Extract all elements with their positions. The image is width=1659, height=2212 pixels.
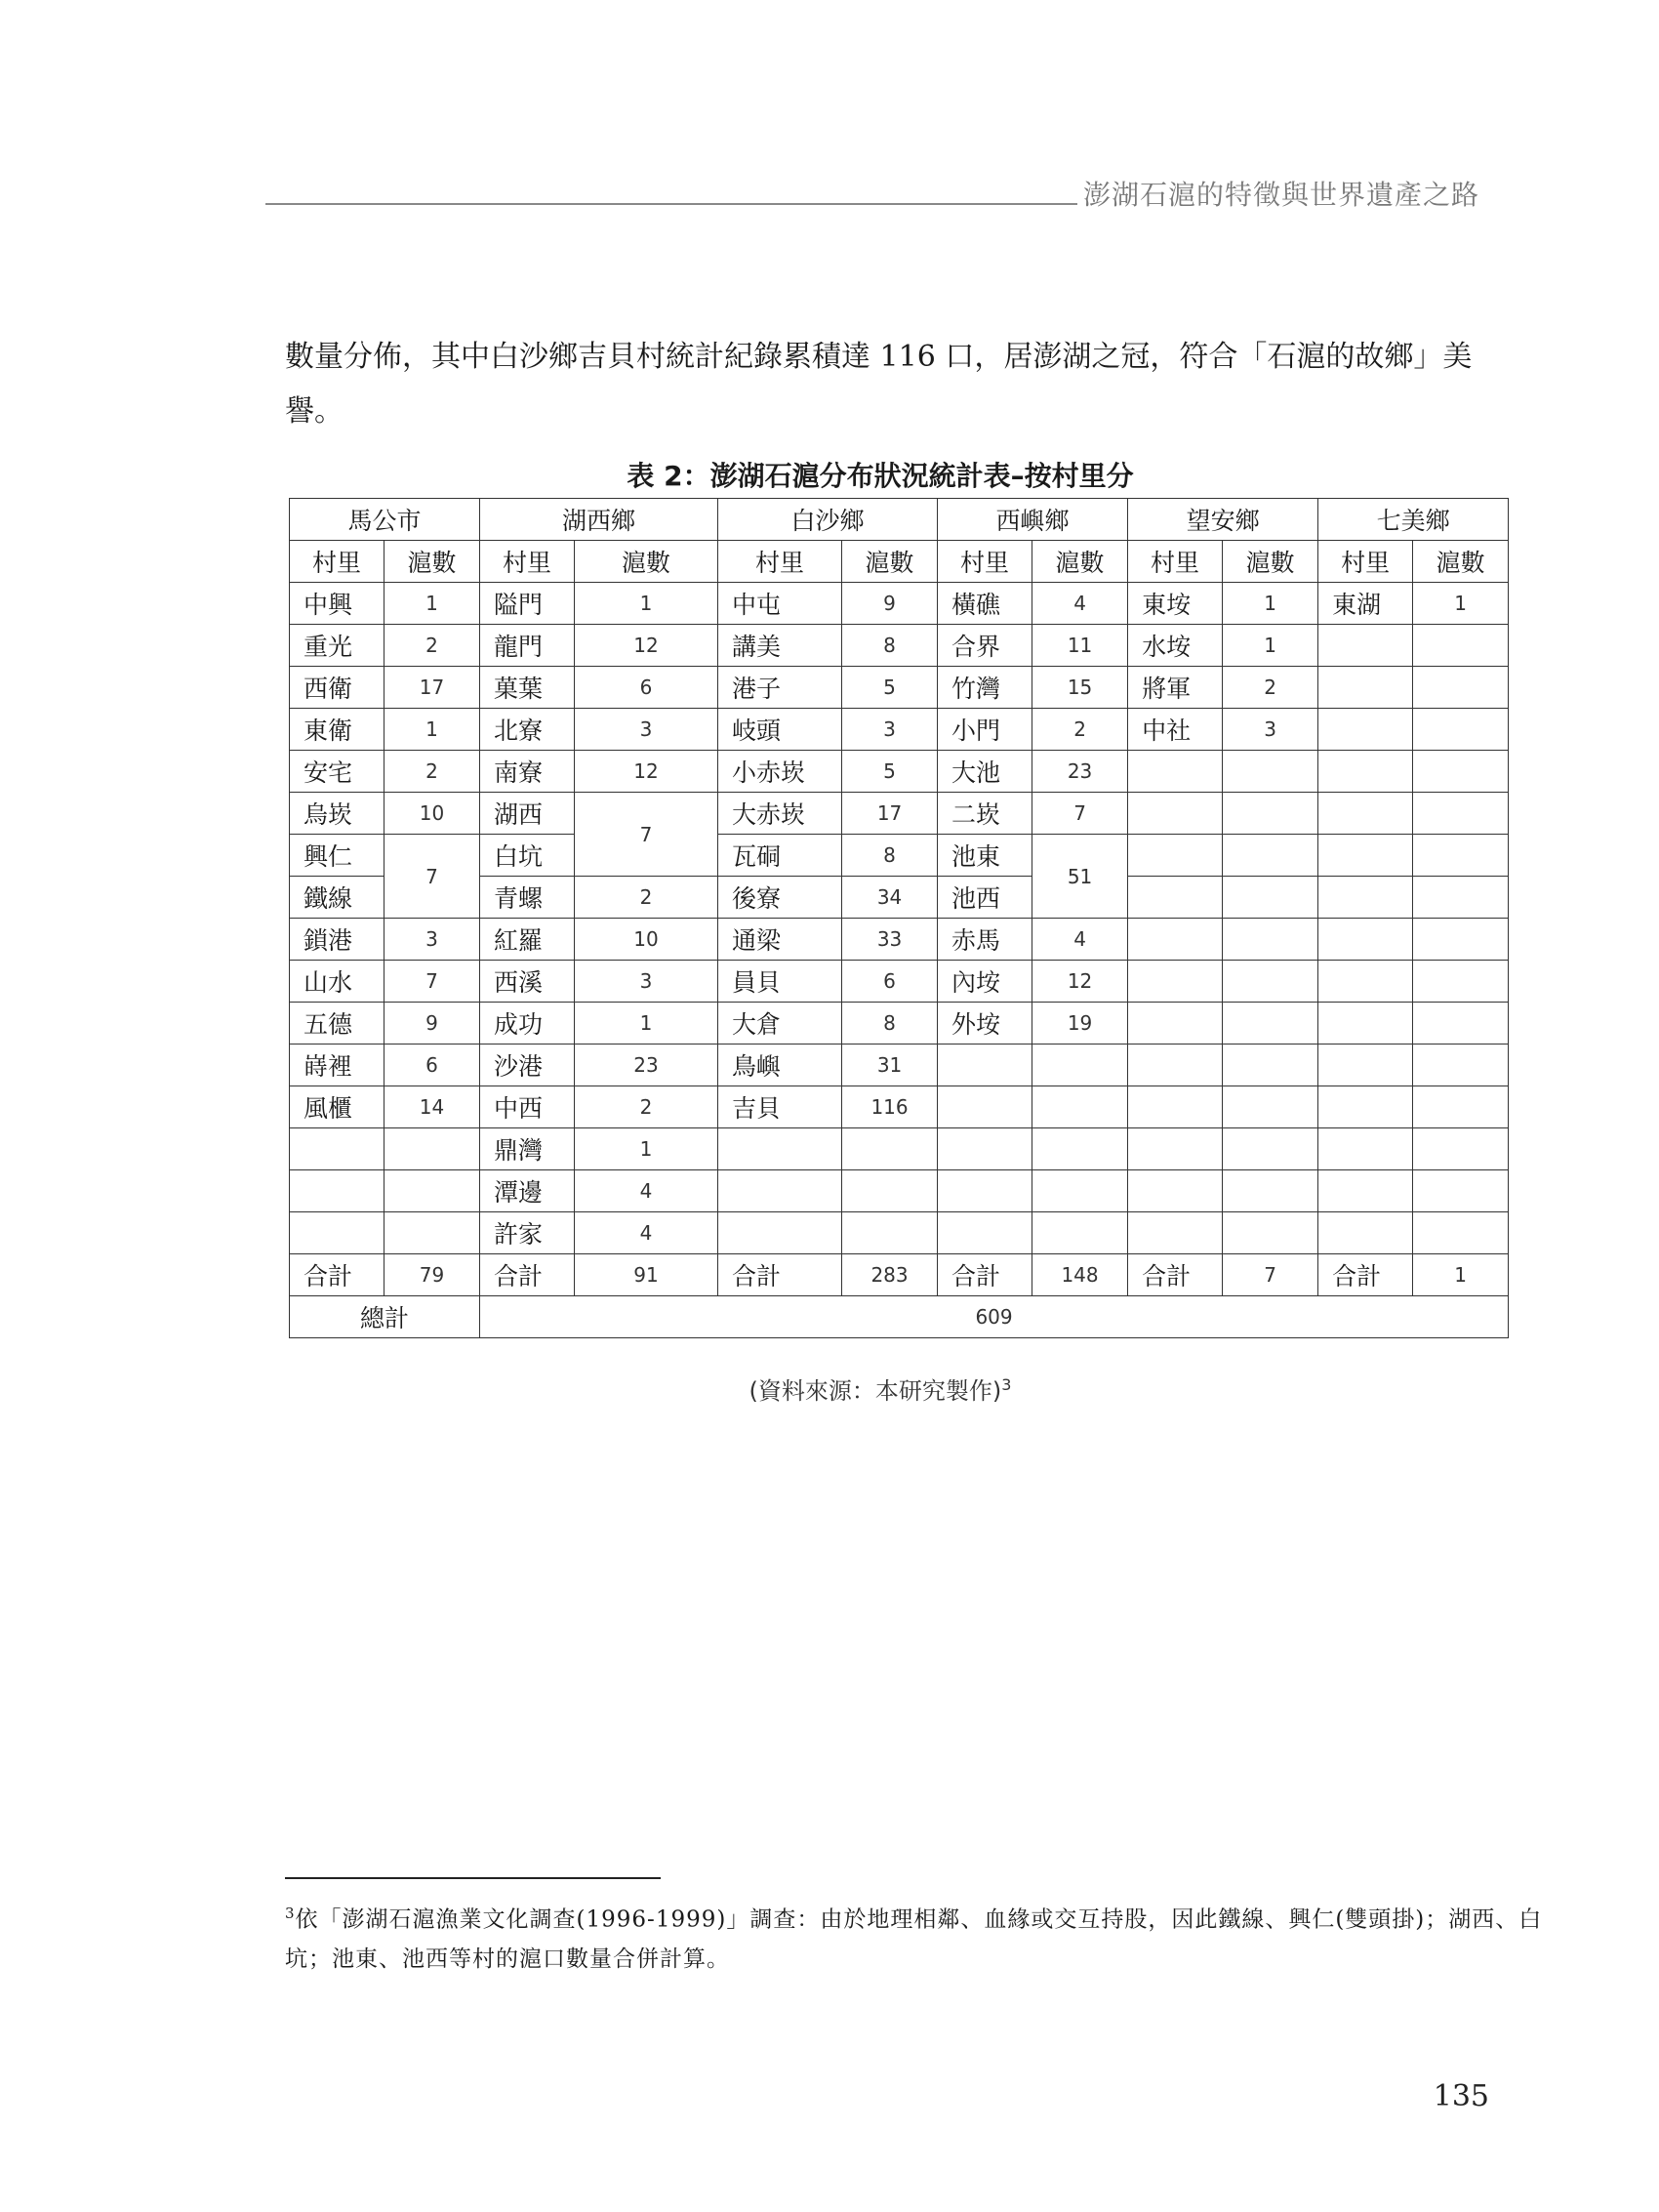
table-row [290,1128,1509,1170]
subtotal-value: 91 [575,1254,718,1296]
count-cell [1413,1212,1509,1254]
village-cell: 烏崁 [290,793,384,835]
village-cell [1128,961,1223,1003]
count-cell: 2 [575,1086,718,1128]
count-cell: 12 [1032,961,1128,1003]
count-cell: 1 [575,1128,718,1170]
village-cell: 水垵 [1128,625,1223,667]
village-cell: 南寮 [480,751,575,793]
subtotal-row [290,1254,1509,1296]
township-header: 望安鄉 [1128,499,1318,541]
count-cell [1413,709,1509,751]
village-cell: 東垵 [1128,583,1223,625]
village-cell [1318,793,1413,835]
village-cell: 池西 [938,877,1032,919]
count-cell: 1 [575,1003,718,1045]
village-col-header: 村里 [290,541,384,583]
village-cell [1318,709,1413,751]
count-cell: 33 [842,919,938,961]
village-cell [1318,667,1413,709]
subtotal-value: 283 [842,1254,938,1296]
count-cell [1223,835,1318,877]
count-cell: 10 [575,919,718,961]
source-note-text: (資料來源：本研究製作) [749,1377,1002,1405]
count-cell [1223,1003,1318,1045]
count-cell [1413,1003,1509,1045]
township-header: 湖西鄉 [480,499,718,541]
village-cell: 大倉 [718,1003,842,1045]
count-cell: 4 [1032,583,1128,625]
village-cell: 隘門 [480,583,575,625]
count-cell [1413,877,1509,919]
count-cell [1413,919,1509,961]
village-cell: 講美 [718,625,842,667]
count-cell: 23 [1032,751,1128,793]
village-cell: 赤馬 [938,919,1032,961]
village-cell: 吉貝 [718,1086,842,1128]
village-stats-table [289,498,1509,1338]
village-cell [1318,961,1413,1003]
count-cell: 2 [384,625,480,667]
running-head: 澎湖石滬的特徵與世界遺產之路 [1083,179,1480,211]
village-cell: 嵵裡 [290,1045,384,1086]
count-cell [1223,919,1318,961]
count-cell [1032,1045,1128,1086]
footnote-text: 依「澎湖石滬漁業文化調查(1996-1999)」調查：由於地理相鄰、血緣或交互持股，因此鐵線、興仁(雙頭掛)；湖西、白坑；池東、池西等村的滬口數量合併計算。 [285,1906,1543,1972]
village-cell [938,1086,1032,1128]
footnote [285,1894,1544,1979]
count-cell [1223,1086,1318,1128]
count-cell [1223,793,1318,835]
count-cell: 3 [1223,709,1318,751]
village-cell: 橫礁 [938,583,1032,625]
village-cell: 中社 [1128,709,1223,751]
village-cell: 將軍 [1128,667,1223,709]
count-cell: 9 [384,1003,480,1045]
count-cell: 5 [842,667,938,709]
count-cell [1223,961,1318,1003]
subtotal-value: 79 [384,1254,480,1296]
township-header: 西嶼鄉 [938,499,1128,541]
count-cell [384,1128,480,1170]
village-cell: 竹灣 [938,667,1032,709]
village-cell [290,1128,384,1170]
village-cell [1128,877,1223,919]
count-cell [1413,1086,1509,1128]
village-cell [938,1045,1032,1086]
count-col-header: 滬數 [1032,541,1128,583]
page-number: 135 [1433,2079,1489,2113]
count-cell: 4 [575,1170,718,1212]
village-cell: 員貝 [718,961,842,1003]
count-cell: 31 [842,1045,938,1086]
count-cell [1413,625,1509,667]
village-cell: 白坑 [480,835,575,877]
village-cell [1128,1003,1223,1045]
count-cell: 1 [1223,625,1318,667]
count-cell [1223,1128,1318,1170]
village-cell [1318,1170,1413,1212]
village-col-header: 村里 [718,541,842,583]
table-row [290,667,1509,709]
village-cell: 小門 [938,709,1032,751]
header-rule [265,203,1077,205]
count-cell [842,1128,938,1170]
village-cell [1318,835,1413,877]
village-cell [290,1170,384,1212]
count-cell: 6 [384,1045,480,1086]
village-cell: 東衛 [290,709,384,751]
village-cell [1128,835,1223,877]
village-cell [1318,1212,1413,1254]
village-cell: 山水 [290,961,384,1003]
count-col-header: 滬數 [384,541,480,583]
column-header-row [290,541,1509,583]
village-cell: 中西 [480,1086,575,1128]
count-cell [1032,1086,1128,1128]
village-cell: 沙港 [480,1045,575,1086]
village-cell [1318,1045,1413,1086]
village-cell: 西溪 [480,961,575,1003]
village-cell [1128,793,1223,835]
count-cell: 10 [384,793,480,835]
village-cell: 潭邊 [480,1170,575,1212]
village-cell: 港子 [718,667,842,709]
count-cell: 17 [384,667,480,709]
count-cell [1223,1045,1318,1086]
village-cell: 北寮 [480,709,575,751]
count-cell: 6 [842,961,938,1003]
count-cell: 7 [384,961,480,1003]
count-cell: 9 [842,583,938,625]
village-cell: 鐵線 [290,877,384,919]
village-cell [938,1212,1032,1254]
subtotal-value: 1 [1413,1254,1509,1296]
village-cell [1318,1086,1413,1128]
village-cell: 重光 [290,625,384,667]
village-cell [1318,625,1413,667]
count-cell: 2 [575,877,718,919]
table-row [290,625,1509,667]
count-col-header: 滬數 [1413,541,1509,583]
subtotal-label: 合計 [480,1254,575,1296]
count-cell [1413,667,1509,709]
village-cell: 岐頭 [718,709,842,751]
count-cell: 5 [842,751,938,793]
village-cell: 湖西 [480,793,575,835]
count-cell: 12 [575,751,718,793]
count-cell: 2 [1223,667,1318,709]
village-col-header: 村里 [938,541,1032,583]
count-cell: 1 [1223,583,1318,625]
table-row [290,793,1509,835]
village-cell [1318,919,1413,961]
village-cell [1318,751,1413,793]
village-cell [1318,1128,1413,1170]
count-cell: 1 [1413,583,1509,625]
count-cell [1223,1170,1318,1212]
grand-total-row [290,1296,1509,1338]
village-cell: 通梁 [718,919,842,961]
village-cell [1318,877,1413,919]
village-cell: 龍門 [480,625,575,667]
subtotal-label: 合計 [1318,1254,1413,1296]
village-cell: 紅羅 [480,919,575,961]
count-cell [1413,793,1509,835]
township-header: 馬公市 [290,499,480,541]
subtotal-label: 合計 [290,1254,384,1296]
count-cell: 15 [1032,667,1128,709]
village-cell [938,1170,1032,1212]
village-cell [1128,1086,1223,1128]
village-cell: 二崁 [938,793,1032,835]
count-cell: 1 [384,583,480,625]
village-cell: 中興 [290,583,384,625]
count-cell [1413,835,1509,877]
table-row [290,1045,1509,1086]
village-cell [1128,1170,1223,1212]
village-cell: 興仁 [290,835,384,877]
table-source-note [265,1372,1495,1406]
count-cell: 3 [842,709,938,751]
table-row [290,1212,1509,1254]
count-cell: 4 [575,1212,718,1254]
count-cell: 12 [575,625,718,667]
village-cell: 外垵 [938,1003,1032,1045]
count-cell [1032,1128,1128,1170]
village-cell: 中屯 [718,583,842,625]
village-cell [938,1128,1032,1170]
count-cell: 1 [575,583,718,625]
village-cell: 瓦硐 [718,835,842,877]
subtotal-value: 7 [1223,1254,1318,1296]
village-cell: 青螺 [480,877,575,919]
count-col-header: 滬數 [575,541,718,583]
count-cell: 34 [842,877,938,919]
count-cell: 7 [1032,793,1128,835]
subtotal-label: 合計 [938,1254,1032,1296]
table-row [290,1003,1509,1045]
village-cell: 風櫃 [290,1086,384,1128]
subtotal-value: 148 [1032,1254,1128,1296]
village-cell: 合界 [938,625,1032,667]
subtotal-label: 合計 [1128,1254,1223,1296]
source-note-ref: 3 [1001,1375,1012,1394]
table-row [290,709,1509,751]
village-cell: 菓葉 [480,667,575,709]
village-cell: 東湖 [1318,583,1413,625]
count-cell: 1 [384,709,480,751]
count-cell [1223,751,1318,793]
village-cell: 鳥嶼 [718,1045,842,1086]
village-col-header: 村里 [1128,541,1223,583]
village-cell [290,1212,384,1254]
village-cell: 安宅 [290,751,384,793]
table-row [290,583,1509,625]
village-cell: 大池 [938,751,1032,793]
count-cell [1223,1212,1318,1254]
count-cell: 2 [1032,709,1128,751]
count-cell: 116 [842,1086,938,1128]
count-cell: 3 [384,919,480,961]
count-cell: 19 [1032,1003,1128,1045]
township-header: 七美鄉 [1318,499,1509,541]
village-cell [718,1128,842,1170]
count-col-header: 滬數 [1223,541,1318,583]
village-cell [718,1212,842,1254]
village-cell: 小赤崁 [718,751,842,793]
body-paragraph: 數量分佈，其中白沙鄉吉貝村統計紀錄累積達 116 口，居澎湖之冠，符合「石滬的故鄉」美譽。 [285,340,1473,429]
count-cell [1413,751,1509,793]
village-col-header: 村里 [480,541,575,583]
count-cell [1032,1212,1128,1254]
count-cell [1413,1170,1509,1212]
count-cell: 14 [384,1086,480,1128]
village-cell [1128,1128,1223,1170]
village-cell: 大赤崁 [718,793,842,835]
count-cell [842,1212,938,1254]
table-row [290,961,1509,1003]
count-cell: 8 [842,1003,938,1045]
count-cell [384,1170,480,1212]
village-cell: 內垵 [938,961,1032,1003]
count-cell [1223,877,1318,919]
village-cell: 五德 [290,1003,384,1045]
village-cell: 西衛 [290,667,384,709]
count-cell [1413,961,1509,1003]
table-title: 表 2：澎湖石滬分布狀況統計表–按村里分 [627,460,1134,492]
table-row [290,1086,1509,1128]
village-cell: 成功 [480,1003,575,1045]
subtotal-label: 合計 [718,1254,842,1296]
count-cell [384,1212,480,1254]
village-cell [1128,751,1223,793]
count-col-header: 滬數 [842,541,938,583]
village-cell [1128,919,1223,961]
table-row [290,919,1509,961]
village-cell [1318,1003,1413,1045]
count-cell [1032,1170,1128,1212]
count-cell: 3 [575,961,718,1003]
count-cell [1413,1045,1509,1086]
village-cell: 鎖港 [290,919,384,961]
township-header-row [290,499,1509,541]
count-cell: 8 [842,625,938,667]
count-cell [1413,1128,1509,1170]
village-cell: 池東 [938,835,1032,877]
count-cell: 7 [575,793,718,877]
township-header: 白沙鄉 [718,499,938,541]
village-cell [718,1170,842,1212]
village-col-header: 村里 [1318,541,1413,583]
grand-total-value: 609 [480,1296,1509,1338]
count-cell: 6 [575,667,718,709]
count-cell: 11 [1032,625,1128,667]
count-cell: 17 [842,793,938,835]
table-row [290,1170,1509,1212]
count-cell: 2 [384,751,480,793]
village-cell: 許家 [480,1212,575,1254]
village-cell: 鼎灣 [480,1128,575,1170]
village-cell [1128,1045,1223,1086]
grand-total-label: 總計 [290,1296,480,1338]
table-row [290,751,1509,793]
count-cell: 23 [575,1045,718,1086]
table-row [290,835,1509,877]
count-cell: 7 [384,835,480,919]
count-cell: 51 [1032,835,1128,919]
footnote-marker: 3 [285,1905,296,1922]
footnote-rule [285,1877,661,1879]
village-cell [1128,1212,1223,1254]
count-cell: 4 [1032,919,1128,961]
count-cell [842,1170,938,1212]
count-cell: 8 [842,835,938,877]
count-cell: 3 [575,709,718,751]
village-cell: 後寮 [718,877,842,919]
